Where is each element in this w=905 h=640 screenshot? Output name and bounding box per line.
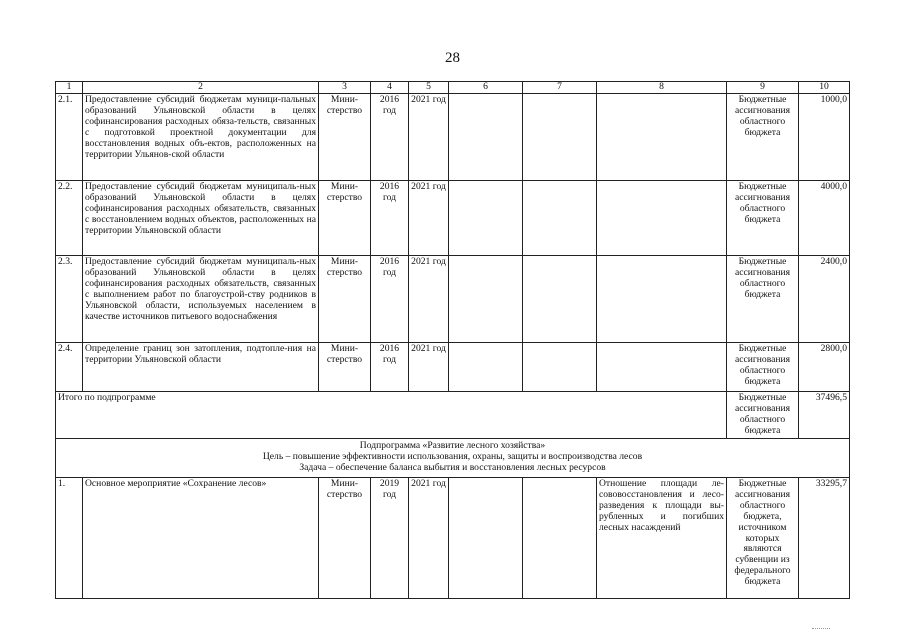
subprogram-header-row [56, 439, 850, 478]
row-start-year: 2019 год [371, 478, 409, 599]
row-amount: 33295,7 [799, 478, 850, 599]
table-row [56, 181, 850, 256]
row-amount: 1000,0 [799, 94, 850, 181]
row-amount: 2800,0 [799, 343, 850, 392]
row-end-year: 2021 год [409, 256, 449, 343]
row-start-year: 2016 год [371, 256, 409, 343]
row-cell-6 [449, 181, 523, 256]
scan-mark [812, 628, 830, 630]
row-executor: Мини-стерство [319, 181, 371, 256]
row-end-year: 2021 год [409, 94, 449, 181]
program-activities-table [55, 81, 850, 599]
row-number: 2.2. [56, 181, 83, 256]
column-number: 1 [56, 82, 83, 94]
row-funding-source: Бюджетные ассигнования областного бюджета [727, 181, 799, 256]
column-number: 6 [449, 82, 523, 94]
subprogram-goal: Цель – повышение эффективности использования, охраны, защиты и воспроизводства лесов [262, 451, 643, 462]
row-executor: Мини-стерство [319, 343, 371, 392]
row-funding-source: Бюджетные ассигнования областного бюджета [727, 256, 799, 343]
column-number: 10 [799, 82, 850, 94]
column-number: 3 [319, 82, 371, 94]
column-number: 7 [523, 82, 597, 94]
subprogram-header [56, 439, 850, 478]
row-description: Предоставление субсидий бюджетам муниципаль-ных образований Ульяновской области в целях софинансирования расходных обязательств, связанных с восстановлением водных объектов, расположенных на территории Ульяновской области [83, 181, 319, 256]
row-number: 1. [56, 478, 83, 599]
row-cell-7 [523, 94, 597, 181]
row-end-year: 2021 год [409, 343, 449, 392]
table-row [56, 478, 850, 599]
table-row [56, 343, 850, 392]
column-number: 5 [409, 82, 449, 94]
row-funding-source: Бюджетные ассигнования областного бюджета [727, 94, 799, 181]
column-number: 8 [597, 82, 727, 94]
row-start-year: 2016 год [371, 94, 409, 181]
row-cell-6 [449, 478, 523, 599]
row-description: Предоставление субсидий бюджетам муници-пальных образований Ульяновской области в целях софинансирования расходных обяза-тельств, связанных с подготовкой проектной документации для восстановления водных объ-ектов, расположенных на территории Ульянов-ской области [83, 94, 319, 181]
page-number: 28 [445, 50, 460, 66]
row-cell-7 [523, 343, 597, 392]
row-executor: Мини-стерство [319, 478, 371, 599]
row-number: 2.3. [56, 256, 83, 343]
row-end-year: 2021 год [409, 478, 449, 599]
row-cell-6 [449, 256, 523, 343]
row-cell-7 [523, 181, 597, 256]
row-number: 2.1. [56, 94, 83, 181]
row-funding-source: Бюджетные ассигнования областного бюджета, источником которых являются субвенции из федерального бюджета [727, 478, 799, 599]
row-description: Основное мероприятие «Сохранение лесов» [83, 478, 319, 599]
row-start-year: 2016 год [371, 343, 409, 392]
row-start-year: 2016 год [371, 181, 409, 256]
row-indicator: Отношение площади ле-сововосстановления и лесо-разведения к площади вы-рубленных и погибших лесных насаждений [597, 478, 727, 599]
row-cell-6 [449, 94, 523, 181]
row-funding-source: Бюджетные ассигнования областного бюджета [727, 343, 799, 392]
row-cell-7 [523, 256, 597, 343]
table-row [56, 94, 850, 181]
subtotal-label: Итого по подпрограмме [56, 392, 727, 439]
subprogram-title: Подпрограмма «Развитие лесного хозяйства» [359, 440, 546, 451]
column-number: 2 [83, 82, 319, 94]
row-end-year: 2021 год [409, 181, 449, 256]
row-executor: Мини-стерство [319, 94, 371, 181]
column-number: 9 [727, 82, 799, 94]
subprogram-task: Задача – обеспечение баланса выбытия и восстановления лесных ресурсов [299, 462, 606, 473]
row-cell-8 [597, 256, 727, 343]
column-number: 4 [371, 82, 409, 94]
row-cell-8 [597, 181, 727, 256]
table-row [56, 256, 850, 343]
row-description: Предоставление субсидий бюджетам муниципаль-ных образований Ульяновской области в целях софинансирования расходных обязательств, связанных с выполнением работ по благоустрой-ству родников в Ульяновской области, используемых населением в качестве источников питьевого водоснабжения [83, 256, 319, 343]
row-cell-8 [597, 94, 727, 181]
row-cell-6 [449, 343, 523, 392]
row-cell-8 [597, 343, 727, 392]
row-amount: 2400,0 [799, 256, 850, 343]
subtotal-funding-source: Бюджетные ассигнования областного бюджета [727, 392, 799, 439]
row-number: 2.4. [56, 343, 83, 392]
row-description: Определение границ зон затопления, подтопле-ния на территории Ульяновской области [83, 343, 319, 392]
row-executor: Мини-стерство [319, 256, 371, 343]
column-number-row [56, 82, 850, 94]
row-amount: 4000,0 [799, 181, 850, 256]
row-cell-7 [523, 478, 597, 599]
subtotal-row [56, 392, 850, 439]
subtotal-amount: 37496,5 [799, 392, 850, 439]
